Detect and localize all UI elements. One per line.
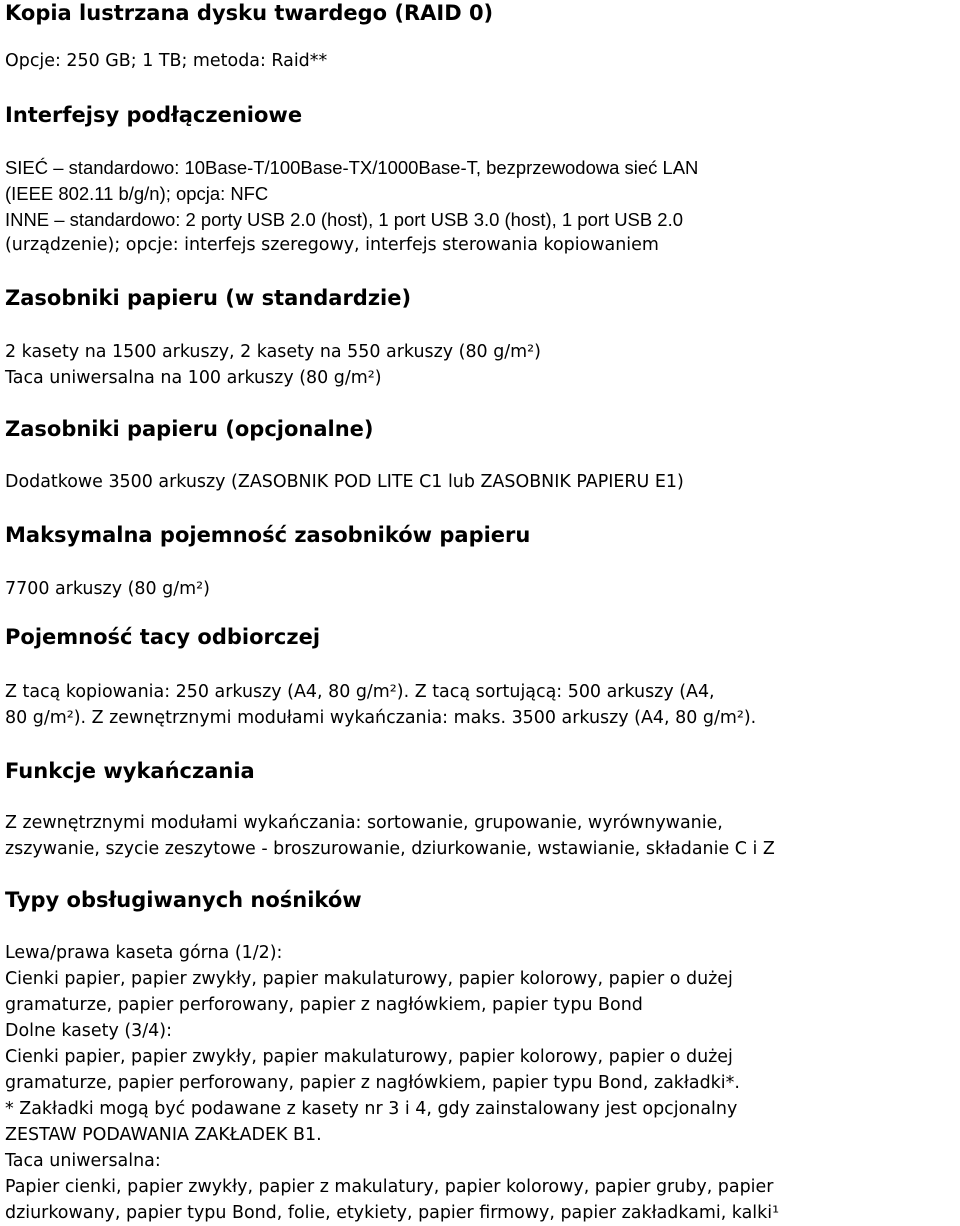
text-line: Taca uniwersalna: xyxy=(5,1151,161,1171)
section-heading: Pojemność tacy odbiorczej xyxy=(5,625,321,649)
text-line: dziurkowany, papier typu Bond, folie, etykiety, papier firmowy, papier zakładkami, kalki¹ xyxy=(5,1203,780,1223)
text-line: Z zewnętrznymi modułami wykańczania: sortowanie, grupowanie, wyrównywanie, xyxy=(5,813,723,833)
text-line: Cienki papier, papier zwykły, papier makulaturowy, papier kolorowy, papier o dużej xyxy=(5,969,733,989)
text-line: * Zakładki mogą być podawane z kasety nr 3 i 4, gdy zainstalowany jest opcjonalny xyxy=(5,1099,738,1119)
text-line: 80 g/m²). Z zewnętrznymi modułami wykańczania: maks. 3500 arkuszy (A4, 80 g/m²). xyxy=(5,708,757,728)
text-line: Dodatkowe 3500 arkuszy (ZASOBNIK POD LITE C1 lub ZASOBNIK PAPIERU E1) xyxy=(5,472,684,492)
section-output-tray xyxy=(5,624,957,650)
section-trays-optional-body xyxy=(5,469,957,495)
section-trays-standard-body xyxy=(5,339,957,391)
section-finishing xyxy=(5,758,957,784)
text-line: Z tacą kopiowania: 250 arkuszy (A4, 80 g/m²). Z tacą sortującą: 500 arkuszy (A4, xyxy=(5,682,715,702)
text-line: 2 kasety na 1500 arkuszy, 2 kasety na 550 arkuszy (80 g/m²) xyxy=(5,342,541,362)
text-line: zszywanie, szycie zeszytowe - broszurowanie, dziurkowanie, wstawianie, składanie C i Z xyxy=(5,839,775,859)
section-trays-optional xyxy=(5,416,957,442)
text-line: Taca uniwersalna na 100 arkuszy (80 g/m²) xyxy=(5,368,382,388)
section-media-types-body xyxy=(5,940,957,1226)
section-media-types xyxy=(5,887,957,913)
text-line: (urządzenie); opcje: interfejs szeregowy, interfejs sterowania kopiowaniem xyxy=(5,235,659,255)
text-line: Papier cienki, papier zwykły, papier z makulatury, papier kolorowy, papier gruby, papier xyxy=(5,1177,774,1197)
section-heading: Zasobniki papieru (w standardzie) xyxy=(5,286,412,310)
section-interfaces xyxy=(5,102,957,128)
section-heading: Zasobniki papieru (opcjonalne) xyxy=(5,417,374,441)
section-interfaces-body xyxy=(5,155,957,233)
text-line: Lewa/prawa kaseta górna (1/2): xyxy=(5,943,283,963)
text-line: INNE – standardowo: 2 porty USB 2.0 (host), 1 port USB 3.0 (host), 1 port USB 2.0 xyxy=(5,209,683,230)
text-line: Dolne kasety (3/4): xyxy=(5,1021,172,1041)
text-line: Cienki papier, papier zwykły, papier makulaturowy, papier kolorowy, papier o dużej xyxy=(5,1047,733,1067)
section-output-tray-body xyxy=(5,679,957,731)
section-max-capacity xyxy=(5,522,957,548)
section-raid xyxy=(5,0,957,26)
section-finishing-body xyxy=(5,810,957,862)
text-line: 7700 arkuszy (80 g/m²) xyxy=(5,579,210,599)
text-line: (IEEE 802.11 b/g/n); opcja: NFC xyxy=(5,183,269,204)
text-line: gramaturze, papier perforowany, papier z nagłówkiem, papier typu Bond, zakładki*. xyxy=(5,1073,740,1093)
section-interfaces-body-2 xyxy=(5,232,957,258)
section-heading: Interfejsy podłączeniowe xyxy=(5,103,303,127)
text-line: ZESTAW PODAWANIA ZAKŁADEK B1. xyxy=(5,1125,322,1145)
section-heading: Kopia lustrzana dysku twardego (RAID 0) xyxy=(5,1,494,25)
section-heading: Funkcje wykańczania xyxy=(5,759,255,783)
text-line: gramaturze, papier perforowany, papier z nagłówkiem, papier typu Bond xyxy=(5,995,643,1015)
text-line: Opcje: 250 GB; 1 TB; metoda: Raid** xyxy=(5,51,328,71)
section-heading: Maksymalna pojemność zasobników papieru xyxy=(5,523,531,547)
section-max-capacity-body xyxy=(5,576,957,602)
section-trays-standard xyxy=(5,285,957,311)
section-raid-body xyxy=(5,48,957,74)
text-line: SIEĆ – standardowo: 10Base-T/100Base-TX/1000Base-T, bezprzewodowa sieć LAN xyxy=(5,157,699,178)
section-heading: Typy obsługiwanych nośników xyxy=(5,888,362,912)
